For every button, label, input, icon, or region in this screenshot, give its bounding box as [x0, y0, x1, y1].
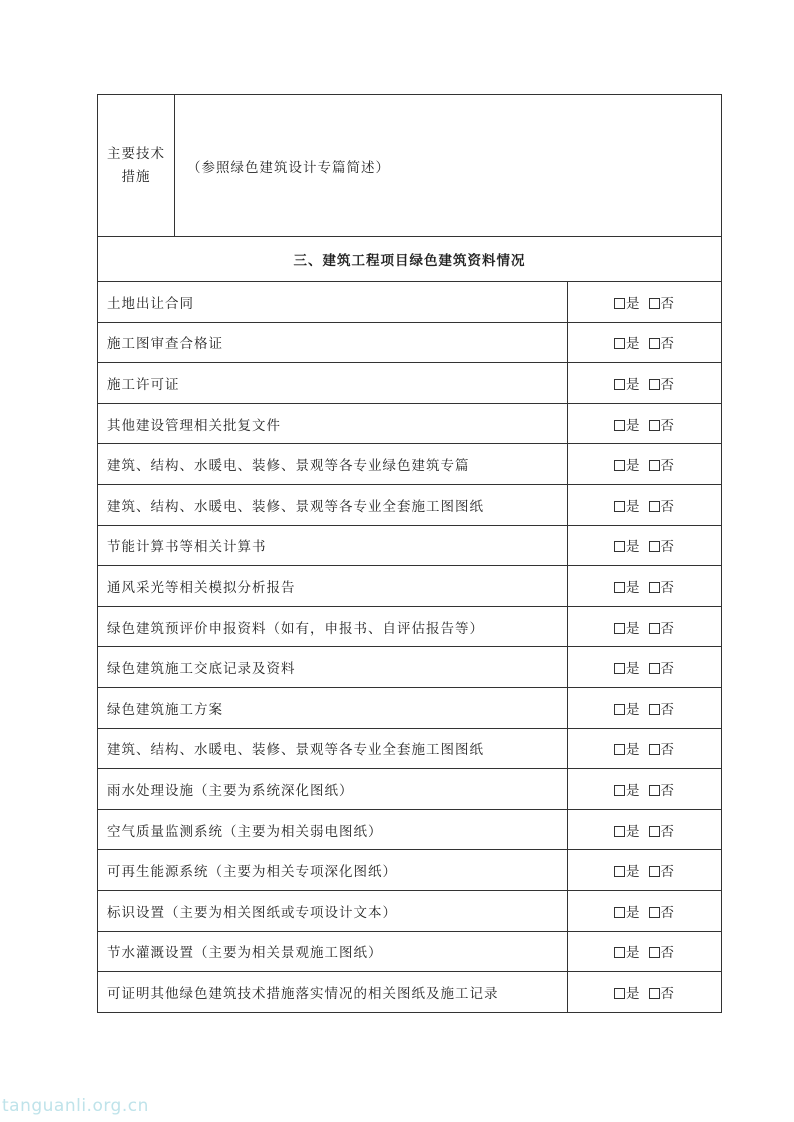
yes-no-choice — [568, 282, 722, 323]
document-item-name: 节能计算书等相关计算书 — [98, 525, 568, 566]
yes-no-choice — [568, 606, 722, 647]
yes-option — [614, 292, 641, 312]
table-row — [98, 566, 722, 607]
tech-measures-label — [98, 95, 175, 237]
yes-no-choice — [568, 403, 722, 444]
yes-checkbox[interactable] — [614, 663, 625, 674]
yes-checkbox[interactable] — [614, 420, 625, 431]
table-row — [98, 403, 722, 444]
no-option — [649, 495, 676, 515]
table-row — [98, 809, 722, 850]
no-checkbox[interactable] — [649, 582, 660, 593]
yes-label: 是 — [626, 458, 641, 475]
table-row — [98, 525, 722, 566]
yes-label: 是 — [626, 336, 641, 353]
yes-label: 是 — [626, 661, 641, 678]
yes-checkbox[interactable] — [614, 541, 625, 552]
table-row — [98, 972, 722, 1013]
no-label: 否 — [660, 539, 675, 556]
yes-no-choice — [568, 850, 722, 891]
yes-checkbox[interactable] — [614, 338, 625, 349]
yes-label: 是 — [626, 945, 641, 962]
no-option — [649, 373, 676, 393]
yes-label: 是 — [626, 701, 641, 718]
yes-option — [614, 454, 641, 474]
no-label: 否 — [660, 458, 675, 475]
no-checkbox[interactable] — [649, 663, 660, 674]
no-label: 否 — [660, 782, 675, 799]
document-item-name: 节水灌溉设置（主要为相关景观施工图纸） — [98, 931, 568, 972]
no-option — [649, 657, 676, 677]
no-label: 否 — [660, 823, 675, 840]
no-checkbox[interactable] — [649, 298, 660, 309]
yes-label: 是 — [626, 823, 641, 840]
no-option — [649, 698, 676, 718]
no-option — [649, 535, 676, 555]
no-checkbox[interactable] — [649, 338, 660, 349]
no-label: 否 — [660, 336, 675, 353]
no-checkbox[interactable] — [649, 420, 660, 431]
yes-label: 是 — [626, 864, 641, 881]
no-checkbox[interactable] — [649, 623, 660, 634]
yes-label: 是 — [626, 782, 641, 799]
document-item-name: 建筑、结构、水暖电、装修、景观等各专业全套施工图图纸 — [98, 484, 568, 525]
yes-no-choice — [568, 972, 722, 1013]
table-row — [98, 484, 722, 525]
yes-no-choice — [568, 890, 722, 931]
no-option — [649, 941, 676, 961]
yes-no-choice — [568, 931, 722, 972]
table-row — [98, 931, 722, 972]
yes-label: 是 — [626, 985, 641, 1002]
no-label: 否 — [660, 417, 675, 434]
yes-label: 是 — [626, 620, 641, 637]
yes-option — [614, 495, 641, 515]
yes-label: 是 — [626, 498, 641, 515]
no-checkbox[interactable] — [649, 541, 660, 552]
document-item-name: 施工图审查合格证 — [98, 322, 568, 363]
document-item-name: 土地出让合同 — [98, 282, 568, 323]
no-option — [649, 901, 676, 921]
yes-no-choice — [568, 728, 722, 769]
yes-option — [614, 779, 641, 799]
no-label: 否 — [660, 701, 675, 718]
yes-checkbox[interactable] — [614, 744, 625, 755]
yes-label: 是 — [626, 417, 641, 434]
yes-option — [614, 698, 641, 718]
no-option — [649, 779, 676, 799]
table-row — [98, 444, 722, 485]
yes-option — [614, 901, 641, 921]
document-item-name: 标识设置（主要为相关图纸或专项设计文本） — [98, 890, 568, 931]
no-checkbox[interactable] — [649, 704, 660, 715]
yes-no-choice — [568, 363, 722, 404]
yes-option — [614, 820, 641, 840]
yes-no-choice — [568, 566, 722, 607]
green-building-form-table — [97, 94, 722, 1013]
yes-no-choice — [568, 769, 722, 810]
no-checkbox[interactable] — [649, 907, 660, 918]
table-row — [98, 687, 722, 728]
yes-option — [614, 941, 641, 961]
yes-checkbox[interactable] — [614, 907, 625, 918]
no-option — [649, 292, 676, 312]
table-row — [98, 363, 722, 404]
yes-option — [614, 657, 641, 677]
no-label: 否 — [660, 742, 675, 759]
yes-checkbox[interactable] — [614, 623, 625, 634]
table-row — [98, 890, 722, 931]
table-row — [98, 606, 722, 647]
yes-checkbox[interactable] — [614, 501, 625, 512]
no-checkbox[interactable] — [649, 460, 660, 471]
no-label: 否 — [660, 985, 675, 1002]
table-row — [98, 850, 722, 891]
yes-no-choice — [568, 809, 722, 850]
no-checkbox[interactable] — [649, 826, 660, 837]
yes-checkbox[interactable] — [614, 826, 625, 837]
no-label: 否 — [660, 864, 675, 881]
document-item-name: 其他建设管理相关批复文件 — [98, 403, 568, 444]
yes-option — [614, 860, 641, 880]
yes-option — [614, 576, 641, 596]
no-label: 否 — [660, 295, 675, 312]
document-item-name: 通风采光等相关模拟分析报告 — [98, 566, 568, 607]
yes-checkbox[interactable] — [614, 866, 625, 877]
yes-checkbox[interactable] — [614, 785, 625, 796]
no-option — [649, 414, 676, 434]
yes-option — [614, 332, 641, 352]
no-label: 否 — [660, 661, 675, 678]
no-option — [649, 820, 676, 840]
no-option — [649, 738, 676, 758]
yes-no-choice — [568, 444, 722, 485]
no-checkbox[interactable] — [649, 501, 660, 512]
yes-checkbox[interactable] — [614, 988, 625, 999]
yes-no-choice — [568, 322, 722, 363]
document-item-name: 建筑、结构、水暖电、装修、景观等各专业全套施工图图纸 — [98, 728, 568, 769]
yes-label: 是 — [626, 579, 641, 596]
tech-measures-label-line1: 主要技术 — [107, 145, 165, 162]
yes-option — [614, 738, 641, 758]
table-row — [98, 647, 722, 688]
no-label: 否 — [660, 904, 675, 921]
no-checkbox[interactable] — [649, 379, 660, 390]
yes-checkbox[interactable] — [614, 947, 625, 958]
no-option — [649, 617, 676, 637]
no-option — [649, 332, 676, 352]
no-label: 否 — [660, 579, 675, 596]
yes-option — [614, 617, 641, 637]
document-item-name: 绿色建筑预评价申报资料（如有，申报书、自评估报告等） — [98, 606, 568, 647]
document-item-name: 可证明其他绿色建筑技术措施落实情况的相关图纸及施工记录 — [98, 972, 568, 1013]
table-row — [98, 769, 722, 810]
yes-option — [614, 982, 641, 1002]
no-label: 否 — [660, 945, 675, 962]
section-heading-row — [98, 237, 722, 282]
tech-measures-label-line2: 措施 — [121, 168, 151, 185]
yes-label: 是 — [626, 376, 641, 393]
yes-label: 是 — [626, 742, 641, 759]
yes-option — [614, 535, 641, 555]
yes-no-choice — [568, 484, 722, 525]
yes-checkbox[interactable] — [614, 704, 625, 715]
table-row — [98, 322, 722, 363]
section-title: 三、建筑工程项目绿色建筑资料情况 — [98, 237, 722, 282]
table-row — [98, 282, 722, 323]
no-checkbox[interactable] — [649, 866, 660, 877]
yes-no-choice — [568, 687, 722, 728]
no-label: 否 — [660, 498, 675, 515]
yes-checkbox[interactable] — [614, 460, 625, 471]
yes-checkbox[interactable] — [614, 379, 625, 390]
no-option — [649, 860, 676, 880]
yes-checkbox[interactable] — [614, 582, 625, 593]
no-option — [649, 576, 676, 596]
yes-label: 是 — [626, 904, 641, 921]
tech-measures-row — [98, 95, 722, 237]
no-checkbox[interactable] — [649, 947, 660, 958]
yes-checkbox[interactable] — [614, 298, 625, 309]
no-checkbox[interactable] — [649, 744, 660, 755]
table-row — [98, 728, 722, 769]
yes-option — [614, 373, 641, 393]
yes-no-choice — [568, 525, 722, 566]
document-item-name: 绿色建筑施工交底记录及资料 — [98, 647, 568, 688]
yes-option — [614, 414, 641, 434]
no-label: 否 — [660, 376, 675, 393]
no-checkbox[interactable] — [649, 988, 660, 999]
no-option — [649, 982, 676, 1002]
yes-label: 是 — [626, 539, 641, 556]
no-checkbox[interactable] — [649, 785, 660, 796]
document-item-name: 空气质量监测系统（主要为相关弱电图纸） — [98, 809, 568, 850]
document-item-name: 雨水处理设施（主要为系统深化图纸） — [98, 769, 568, 810]
no-label: 否 — [660, 620, 675, 637]
yes-label: 是 — [626, 295, 641, 312]
document-item-name: 可再生能源系统（主要为相关专项深化图纸） — [98, 850, 568, 891]
tech-measures-content[interactable]: （参照绿色建筑设计专篇简述） — [175, 95, 722, 237]
watermark: tanguanli.org.cn — [2, 1096, 149, 1116]
document-item-name: 绿色建筑施工方案 — [98, 687, 568, 728]
no-option — [649, 454, 676, 474]
yes-no-choice — [568, 647, 722, 688]
document-item-name: 施工许可证 — [98, 363, 568, 404]
document-item-name: 建筑、结构、水暖电、装修、景观等各专业绿色建筑专篇 — [98, 444, 568, 485]
